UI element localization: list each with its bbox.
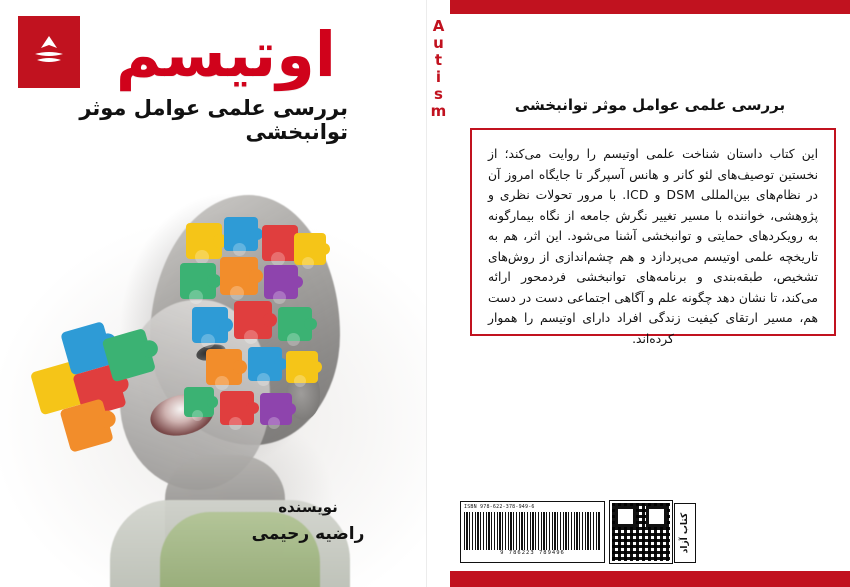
puzzle-piece bbox=[220, 391, 254, 425]
front-cover bbox=[450, 0, 850, 587]
spine-letter: t bbox=[434, 51, 444, 69]
head-puzzle-pattern bbox=[176, 215, 346, 455]
puzzle-piece bbox=[206, 349, 242, 385]
cover-title-block bbox=[0, 0, 426, 144]
puzzle-piece bbox=[294, 233, 326, 265]
front-subtitle: بررسی علمی عوامل موثر توانبخشی bbox=[514, 96, 786, 114]
book-main-title: اوتیسم bbox=[115, 18, 336, 91]
author-block bbox=[218, 498, 398, 544]
puzzle-piece bbox=[220, 257, 258, 295]
publisher-spine-label bbox=[674, 503, 696, 563]
puzzle-piece bbox=[180, 263, 216, 299]
author-name: راضیه رحیمی bbox=[251, 524, 365, 544]
spine-letter: u bbox=[433, 34, 445, 52]
book-spine bbox=[426, 0, 452, 587]
spine-letter: A bbox=[432, 17, 446, 35]
puzzle-piece bbox=[184, 387, 214, 417]
puzzle-piece bbox=[264, 265, 298, 299]
barcode-bars bbox=[464, 512, 601, 550]
puzzle-piece bbox=[286, 351, 318, 383]
back-cover-blurb-box bbox=[470, 128, 836, 346]
bottom-red-band bbox=[450, 571, 850, 587]
puzzle-piece bbox=[260, 393, 292, 425]
spine-letter: s bbox=[434, 85, 444, 103]
puzzle-piece bbox=[262, 225, 298, 261]
top-red-band bbox=[450, 0, 850, 14]
publisher-spine-label-text: کتاب آزاد bbox=[680, 512, 690, 554]
isbn-text: ISBN 978-622-378-949-6 bbox=[464, 504, 535, 510]
spine-title bbox=[427, 18, 451, 120]
spine-letter: m bbox=[430, 102, 448, 120]
barcode-block bbox=[460, 501, 605, 563]
puzzle-piece bbox=[234, 301, 272, 339]
puzzle-piece bbox=[192, 307, 228, 343]
spine-letter: i bbox=[435, 68, 443, 86]
puzzle-piece bbox=[278, 307, 312, 341]
book-main-subtitle: بررسی علمی عوامل موثر توانبخشی bbox=[79, 96, 348, 144]
ean-digits: 9 786223 789496 bbox=[500, 550, 565, 556]
qr-code bbox=[610, 501, 672, 563]
puzzle-piece bbox=[224, 217, 258, 251]
author-label: نویسنده bbox=[278, 498, 338, 516]
blurb-text: این کتاب داستان شناخت علمی اوتیسم را روایت می‌کند؛ از نخستین توصیف‌های لئو کانر و هانس آسپرگر تا جایگاه امروز آن در نظام‌های بین‌المللی DSM و ICD. با مرور تحولات نظری و پژوهشی، خواننده با مسیر تغییر نگرش جامعه از نگاه بیمارگونه به رویکردهای حمایتی و توانبخشی آشنا می‌شود. این اثر، هم به تاریخچه علمی اوتیسم می‌پردازد و هم چشم‌اندازی از روش‌های تشخیص، طبقه‌بندی و برنامه‌های توانبخشی فردمحور ارائه می‌کند، تا نشان دهد چگونه علم و آگاهی اجتماعی دست در دست هم، مسیر ارتقای کیفیت زندگی افراد دارای اوتیسم را هموار کرده‌اند. bbox=[488, 147, 818, 346]
puzzle-piece bbox=[186, 223, 222, 259]
puzzle-piece bbox=[248, 347, 282, 381]
